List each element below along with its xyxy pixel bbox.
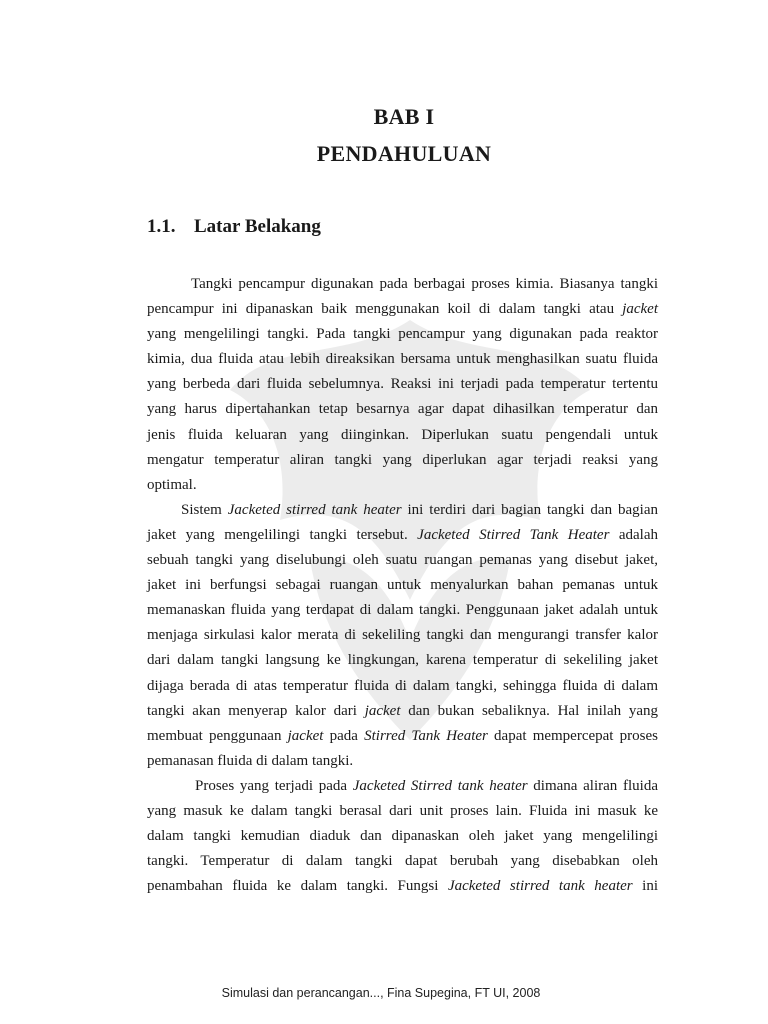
page-footer [0, 986, 768, 1000]
text-line [147, 724, 658, 749]
text-line: kimia, dua fluida atau lebih direaksikan bersama untuk menghasilkan suatu fluida [147, 351, 658, 368]
chapter-number: BAB I [373, 104, 435, 129]
text-line: yang masuk ke dalam tangki berasal dari unit proses lain. Fluida ini masuk ke [147, 802, 658, 819]
italic-term: jacket [622, 301, 658, 318]
text-run: ini terdiri dari bagian tangki dan bagian [401, 501, 658, 518]
text-line: pemanasan fluida di dalam tangki. [147, 752, 354, 769]
text-line: jaket ini berfungsi sebagai ruangan untuk menyalurkan bahan pemanas untuk [147, 577, 658, 594]
text-run: dan bukan sebaliknya. Hal inilah yang [400, 702, 658, 719]
text-run: membuat penggunaan [147, 727, 288, 744]
paragraph [147, 774, 658, 899]
text-run: pada [323, 727, 365, 744]
italic-term: jacket [287, 727, 324, 744]
italic-term: jacket [364, 702, 401, 719]
text-line: dalam tangki kemudian diaduk dan dipanaskan oleh jaket yang mengelilingi [147, 828, 658, 845]
text-run: dapat mempercepat proses [487, 727, 658, 744]
text-run: jaket yang mengelilingi tangki tersebut. [147, 526, 418, 543]
text-line: menjaga sirkulasi kalor merata di sekeliling tangki dan mengurangi transfer kalor [147, 627, 658, 644]
text-line: yang mengelilingi tangki. Pada tangki pencampur yang digunakan pada reaktor [147, 326, 658, 343]
text-run: Sistem [181, 501, 228, 518]
text-line [147, 523, 658, 548]
text-run: ini [632, 878, 658, 895]
section-heading [147, 216, 321, 238]
text-line [147, 774, 658, 799]
italic-term: Jacketed Stirred Tank Heater [417, 526, 610, 543]
section-number: 1.1. [147, 216, 176, 237]
text-line: yang berbeda dari fluida sebelumnya. Reaksi ini terjadi pada temperatur tertentu [147, 376, 658, 393]
text-run: Proses yang terjadi pada [195, 777, 353, 794]
section-title: Latar Belakang [194, 216, 321, 237]
text-line: jenis fluida keluaran yang diinginkan. Diperlukan suatu pengendali untuk [147, 426, 658, 443]
italic-term: Jacketed stirred tank heater [227, 501, 402, 518]
italic-term: Jacketed Stirred tank heater [352, 777, 528, 794]
text-line: mengatur temperatur aliran tangki yang diperlukan agar terjadi reaksi yang [147, 451, 658, 468]
text-line: memanaskan fluida yang terdapat di dalam tangki. Penggunaan jaket adalah untuk [147, 602, 658, 619]
text-run: tangki akan menyerap kalor dari [147, 702, 365, 719]
text-run: pencampur ini dipanaskan baik menggunakan koil di dalam tangki atau [147, 301, 623, 318]
text-run: penambahan fluida ke dalam tangki. Fungsi [147, 878, 448, 895]
text-line [147, 874, 658, 899]
paragraph [147, 272, 658, 498]
footer-text: Simulasi dan perancangan..., Fina Supegina, FT UI, 2008 [221, 986, 541, 1000]
text-line: dari dalam tangki langsung ke lingkungan, karena temperatur di sekeliling jaket [147, 652, 658, 669]
italic-term: Stirred Tank Heater [364, 727, 488, 744]
text-line: sebuah tangki yang diselubungi oleh suatu ruangan pemanas yang disebut jaket, [147, 552, 658, 569]
text-run: adalah [609, 526, 659, 543]
body-text [147, 272, 658, 899]
text-line: yang harus dipertahankan tetap besarnya agar dapat dihasilkan temperatur dan [147, 401, 658, 418]
italic-term: Jacketed stirred tank heater [447, 878, 633, 895]
text-line [147, 498, 658, 523]
text-line [147, 297, 658, 322]
text-line: tangki. Temperatur di dalam tangki dapat berubah yang disebabkan oleh [147, 853, 658, 870]
text-line [147, 699, 658, 724]
text-line: dijaga berada di atas temperatur fluida di dalam tangki, sehingga fluida di dalam [147, 677, 658, 694]
text-run: dimana aliran fluida [527, 777, 658, 794]
text-line: optimal. [147, 476, 197, 493]
text-line: Tangki pencampur digunakan pada berbagai proses kimia. Biasanya tangki [191, 276, 658, 292]
paragraph [147, 498, 658, 774]
chapter-title: PENDAHULUAN [316, 141, 492, 166]
